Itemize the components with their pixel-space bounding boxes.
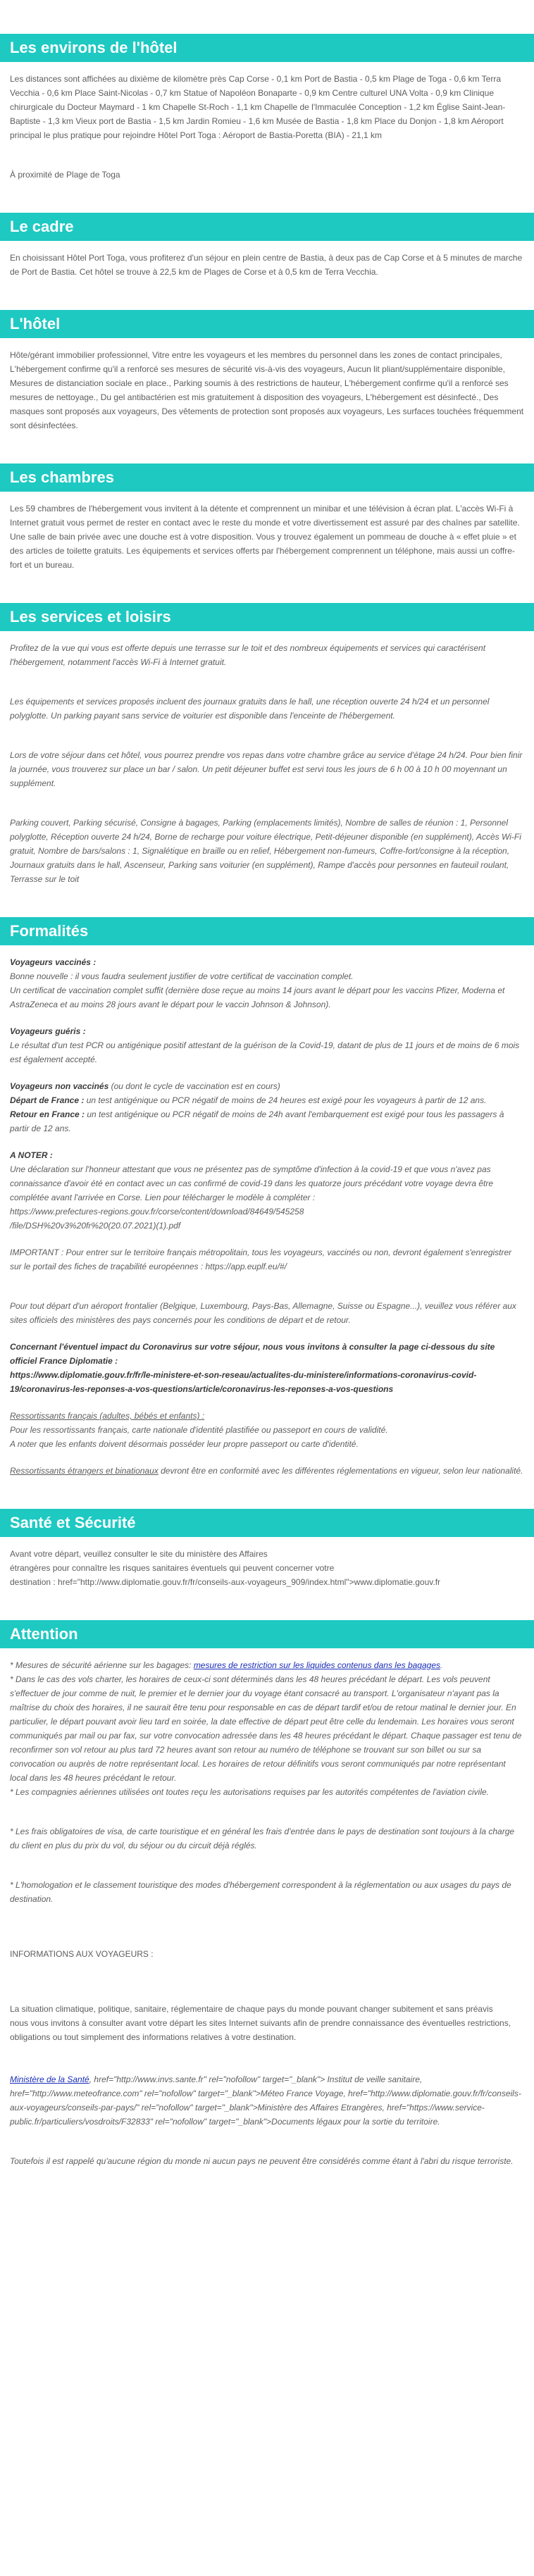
services-paragraph: Lors de votre séjour dans cet hôtel, vous pourrez prendre vos repas dans votre chambre grâce au service d'étage 24 h/24. Pour bien finir la journée, vous trouverez sur place un bar / salon. Un petit déjeuner buffet est servi tous les jours de 6 h 00 à 10 h 00 moyennant un supplément. xyxy=(10,750,523,788)
services-paragraph: Les équipements et services proposés incluent des journaux gratuits dans le hall, une réception ouverte 24 h/24 et un personnel polyglotte. Un parking payant sans service de voiturier est disponible dans l'enceinte de l'hébergement. xyxy=(10,697,490,721)
note-text: Une déclaration sur l'honneur attestant que vous ne présentez pas de symptôme d'infection à la covid-19 et que vous n'avez pas connaissance d'avoir été en contact avec un cas confirmé de covid-19 dans les quatorze jours précédant votre voyage devra être complétée avant l'arrivée en Corse. Lien pour télécharger le modèle à compléter : xyxy=(10,1164,494,1202)
recovered-title: Voyageurs guéris : xyxy=(10,1026,86,1036)
french-nationals-line: Pour les ressortissants français, carte nationale d'identité plastifiée ou passeport en cours de validité. xyxy=(10,1425,388,1435)
terrorism-notice: Toutefois il est rappelé qu'aucune région du monde ni aucun pays ne peuvent être considérés comme étant à l'abri du risque terroriste. xyxy=(10,2156,514,2166)
services-paragraph: Profitez de la vue qui vous est offerte depuis une terrasse sur le toit et des nombreux équipements et services qui caractérisent l'hébergement, notamment l'accès Wi-Fi à Internet gratuit. xyxy=(10,643,486,667)
punctuation: . xyxy=(440,1660,443,1670)
classification-text: * L'homologation et le classement touristique des modes d'hébergement correspondent à la réglementation ou aux usages du pays de destination. xyxy=(10,1880,511,1904)
unvaccinated-title: Voyageurs non vaccinés xyxy=(10,1081,109,1091)
unvaccinated-subtitle: (ou dont le cycle de vaccination est en cours) xyxy=(108,1081,280,1091)
note-url: https://www.prefectures-regions.gouv.fr/corse/content/download/84649/545258 xyxy=(10,1207,304,1217)
section-chambres xyxy=(0,463,534,572)
vaccinated-line: Un certificat de vaccination complet suffit (dernière dose reçue au moins 14 jours avant le départ pour les vaccins Pfizer, Moderna et AstraZeneca et au moins 28 jours avant le départ pour le vaccin Johnson & Johnson). xyxy=(10,985,505,1009)
section-sante xyxy=(0,1509,534,1589)
recovered-text: Le résultat d'un test PCR ou antigénique positif attestant de la guérison de la Covid-19, datant de plus de 11 jours et de moins de 6 mois est également accepté. xyxy=(10,1040,520,1064)
section-title: Les services et loisirs xyxy=(0,603,534,631)
health-line: Avant votre départ, veuillez consulter le site du ministère des Affaires xyxy=(10,1549,268,1559)
coronavirus-text: Concernant l'éventuel impact du Coronavirus sur votre séjour, nous vous invitons à consulter la page ci-dessous du site officiel France Diplomatie : xyxy=(10,1342,495,1366)
section-formalites xyxy=(0,917,534,1478)
section-environs xyxy=(0,34,534,182)
coronavirus-url: https://www.diplomatie.gouv.fr/fr/le-ministere-et-son-reseau/actualites-du-ministere/informations-coronavirus-covid-19/coronavirus-les-reponses-a-vos-questions/article/coronavirus-les-reponses-a-vos-questions xyxy=(10,1370,477,1394)
health-line: étrangères pour connaître les risques sanitaires éventuels qui peuvent concerner votre xyxy=(10,1563,335,1573)
hotel-text: Hôte/gérant immobilier professionnel, Vitre entre les voyageurs et les membres du personnel dans les zones de contact principales, L'hébergement confirme qu'il a renforcé ses mesures de sécurité vis-à-vis des voyageurs, Aucun lit pliant/supplémentaire disponible, Mesures de distanciation sociale en place., Parking soumis à des restrictions de hauteur, L'hébergement confirme qu'il a renforcé ses mesures de nettoyage., Du gel antibactérien est mis gratuitement à disposition des voyageurs, L'hébergement est désinfecté., Des masques sont proposés aux voyageurs, Des vêtements de protection sont proposés aux voyageurs, Les surfaces touchées fréquemment sont désinfectées. xyxy=(10,350,524,430)
important-text: IMPORTANT : Pour entrer sur le territoire français métropolitain, tous les voyageurs, vaccinés ou non, devront également s'enregistrer sur le portail des fiches de traçabilité européennes : https://app.euplf.eu/#/ xyxy=(10,1247,512,1271)
departure-label: Départ de France : xyxy=(10,1095,85,1105)
charter-flights-text: * Dans le cas des vols charter, les horaires de ceux-ci sont déterminés dans les 48 heures précédant le départ. Les vols peuvent s'effectuer de jour comme de nuit, le premier et le dernier jour du voyage étant consacré au transport. L'organisateur n'ayant pas la maîtrise du choix des horaires, il ne saurait être tenu pour responsable en cas de départ tardif et/ou de retour matinal le dernier jour. En particulier, le départ pouvant avoir lieu tard en soirée, la date effective de départ peut être celle du lendemain. Les horaires vous seront communiqués par mail ou par fax, sur votre convocation adressée dans les 48 heures précédant le départ. Chaque passager est tenu de reconfirmer son vol retour au plus tard 72 heures avant son retour au numéro de téléphone se trouvant sur son billet ou sur sa convocation ou auprès de notre représentant local. Les horaires de retour définitifs vous seront communiqués par notre représentant local dans les 48 heures précédant le retour. xyxy=(10,1674,522,1783)
airlines-text: * Les compagnies aériennes utilisées ont toutes reçu les autorisations requises par les autorités compétentes de l'aviation civile. xyxy=(10,1787,489,1797)
border-airport-text: Pour tout départ d'un aéroport frontalier (Belgique, Luxembourg, Pays-Bas, Allemagne, Suisse ou Espagne...), veuillez vous référer aux sites officiels des ministères des pays concernés pour les conditions de départ et de retour. xyxy=(10,1301,516,1325)
section-hotel xyxy=(0,310,534,433)
section-title: Santé et Sécurité xyxy=(0,1509,534,1537)
french-nationals-line: A noter que les enfants doivent désormais posséder leur propre passeport ou carte d'identité. xyxy=(10,1439,359,1449)
departure-text: un test antigénique ou PCR négatif de moins de 24 heures est exigé pour les voyageurs à partir de 12 ans. xyxy=(84,1095,487,1105)
health-ministry-link[interactable]: Ministère de la Santé xyxy=(10,2074,89,2084)
situation-line: La situation climatique, politique, sanitaire, réglementaire de chaque pays du monde pouvant changer subitement et sans préavis xyxy=(10,2004,493,2014)
foreign-nationals-title: Ressortissants étrangers et binationaux xyxy=(10,1466,159,1476)
section-attention xyxy=(0,1620,534,2168)
situation-line: nous vous invitons à consulter avant votre départ les sites Internet suivants afin de prendre connaissance des éventuelles restrictions, obligations ou tout simplement des informations relatives à votre destination. xyxy=(10,2018,511,2042)
section-title: Les chambres xyxy=(0,463,534,492)
section-title: Attention xyxy=(0,1620,534,1648)
fees-text: * Les frais obligatoires de visa, de carte touristique et en général les frais d'entrée dans le pays de destination sont toujours à la charge du client en plus du prix du vol, du séjour ou du circuit déjà réglés. xyxy=(10,1827,515,1850)
note-title: A NOTER : xyxy=(10,1150,53,1160)
section-services xyxy=(0,603,534,886)
cadre-text: En choisissant Hôtel Port Toga, vous profiterez d'un séjour en plein centre de Bastia, à deux pas de Cap Corse et à 5 minutes de marche de Port de Bastia. Cet hôtel se trouve à 22,5 km de Plages de Corse et à 0,5 km de Terra Vecchia. xyxy=(10,253,523,277)
liquids-restriction-link[interactable]: mesures de restriction sur les liquides contenus dans les bagages xyxy=(193,1660,441,1670)
environs-nearby: À proximité de Plage de Toga xyxy=(10,170,120,180)
section-title: Formalités xyxy=(0,917,534,945)
return-text: un test antigénique ou PCR négatif de moins de 24h avant l'embarquement est exigé pour tous les passagers à partir de 12 ans. xyxy=(10,1109,504,1133)
health-line: destination : href="http://www.diplomatie.gouv.fr/fr/conseils-aux-voyageurs_909/index.html">www.diplomatie.gouv.fr xyxy=(10,1577,441,1587)
note-file: /file/DSH%20v3%20fr%20(20.07.2021)(1).pdf xyxy=(10,1221,181,1231)
chambres-text: Les 59 chambres de l'hébergement vous invitent à la détente et comprennent un minibar et une télévision à écran plat. L'accès Wi-Fi à Internet gratuit vous permet de rester en contact avec le reste du monde et votre divertissement est assuré par des chaînes par satellite. Une salle de bain privée avec une douche est à votre disposition. Vous y trouvez également un pommeau de douche à « effet pluie » et des articles de toilette gratuits. Les équipements et services offerts par l'hébergement comprennent un téléphone, mais aussi un coffre-fort et un bureau. xyxy=(10,504,520,570)
return-label: Retour en France : xyxy=(10,1109,85,1119)
vaccinated-line: Bonne nouvelle : il vous faudra seulement justifier de votre certificat de vaccination complet. xyxy=(10,971,354,981)
environs-text: Les distances sont affichées au dixième de kilomètre près Cap Corse - 0,1 km Port de Bastia - 0,5 km Plage de Toga - 0,6 km Terra Vecchia - 0,6 km Place Saint-Nicolas - 0,7 km Statue of Napoléon Bonaparte - 0,9 km Centre culturel UNA Volta - 0,9 km Clinique chirurgicale du Docteur Maymard - 1 km Chapelle St-Roch - 1,1 km Chapelle de l'Immaculée Conception - 1,2 km Église Saint-Jean-Baptiste - 1,3 km Vieux port de Bastia - 1,5 km Jardin Romieu - 1,6 km Musée de Bastia - 1,8 km Place du Donjon - 1,8 km Aéroport principal le plus pratique pour rejoindre Hôtel Port Toga : Aéroport de Bastia-Poretta (BIA) - 21,1 km xyxy=(10,74,506,140)
traveler-info-title: INFORMATIONS AUX VOYAGEURS : xyxy=(10,1949,154,1959)
useful-links-text: , href="http://www.invs.sante.fr" rel="nofollow" target="_blank"> Institut de veille sanitaire, href="http://www.meteofrance.com" rel="nofollow" target="_blank">Méteo France Voyage, href="http://www.diplomatie.gouv.fr/fr/conseils-aux-voyageurs/conseils-par-pays/" rel="nofollow" target="_blank">Ministère des Affaires Etrangères, href="https://www.service-public.fr/particuliers/vosdroits/F32833" rel="nofollow" target="_blank">Documents légaux pour la sortie du territoire. xyxy=(10,2074,521,2127)
french-nationals-title: Ressortissants français (adultes, bébés et enfants) : xyxy=(10,1411,205,1421)
foreign-nationals-text: devront être en conformité avec les différentes réglementations en vigueur, selon leur nationalité. xyxy=(158,1466,523,1476)
section-title: Les environs de l'hôtel xyxy=(0,34,534,62)
section-title: Le cadre xyxy=(0,213,534,241)
security-measures-text: * Mesures de sécurité aérienne sur les bagages: xyxy=(10,1660,194,1670)
services-amenities: Parking couvert, Parking sécurisé, Consigne à bagages, Parking (emplacements limités), Nombre de salles de réunion : 1, Personnel polyglotte, Réception ouverte 24 h/24, Borne de recharge pour voiture électrique, Petit-déjeuner disponible (en supplément), Accès Wi-Fi gratuit, Nombre de bars/salons : 1, Signalétique en braille ou en relief, Hébergement non-fumeurs, Coffre-fort/consigne à la réception, Journaux gratuits dans le hall, Ascenseur, Parking sans voiturier (en supplément), Rampe d'accès pour personnes en fauteuil roulant, Terrasse sur le toit xyxy=(10,818,521,884)
section-cadre xyxy=(0,213,534,279)
section-title: L'hôtel xyxy=(0,310,534,338)
vaccinated-title: Voyageurs vaccinés : xyxy=(10,957,97,967)
